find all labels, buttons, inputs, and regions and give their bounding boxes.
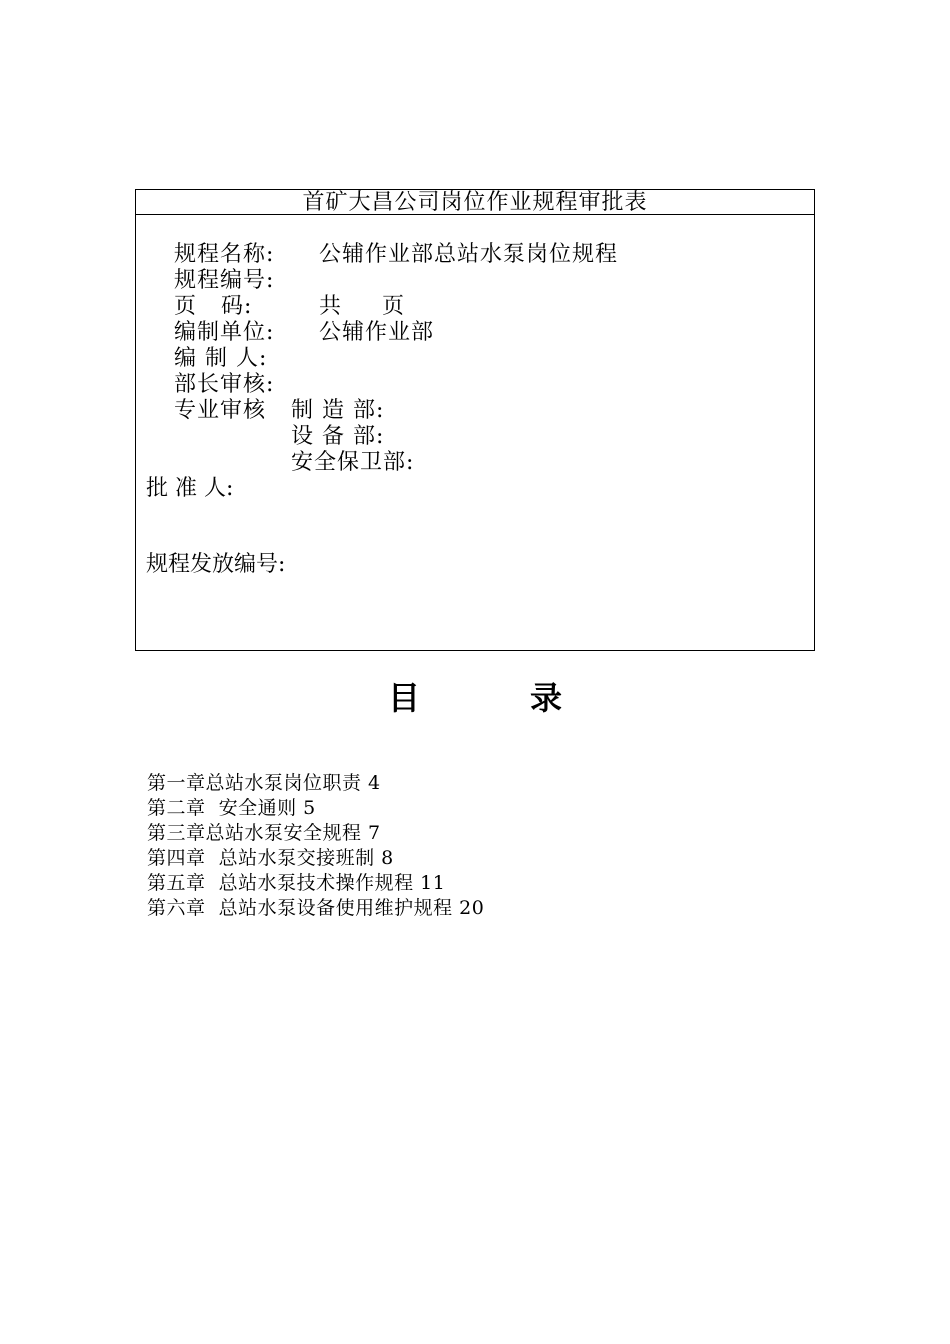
toc-list bbox=[147, 771, 484, 921]
procedure-name-label: 规程名称: bbox=[173, 242, 275, 267]
toc-item-chapter-5[interactable]: 第五章 总站水泵技术操作规程 11 bbox=[147, 872, 446, 894]
equipment-dept-label: 设 备 部: bbox=[291, 424, 385, 449]
issue-number-label: 规程发放编号: bbox=[146, 552, 286, 577]
approval-form bbox=[135, 189, 815, 651]
form-title: 首矿大昌公司岗位作业规程审批表 bbox=[136, 190, 814, 215]
page-count-label: 页 码: bbox=[173, 294, 253, 319]
minister-review-label: 部长审核: bbox=[173, 372, 275, 397]
toc-heading-right: 录 bbox=[530, 679, 563, 717]
compiling-unit-label: 编制单位: bbox=[173, 320, 275, 345]
toc-item-chapter-6[interactable]: 第六章 总站水泵设备使用维护规程 20 bbox=[147, 897, 485, 919]
toc-item-chapter-2[interactable]: 第二章 安全通则 5 bbox=[147, 797, 316, 819]
compiling-unit-value: 公辅作业部 bbox=[318, 320, 434, 345]
page-count-value: 共 页 bbox=[318, 294, 405, 319]
procedure-number-label: 规程编号: bbox=[173, 268, 275, 293]
security-dept-label: 安全保卫部: bbox=[291, 450, 415, 475]
toc-item-chapter-1[interactable]: 第一章总站水泵岗位职责 4 bbox=[147, 772, 381, 794]
toc-heading bbox=[0, 676, 950, 720]
approver-label: 批 准 人: bbox=[146, 476, 234, 501]
professional-review-label: 专业审核 bbox=[173, 398, 266, 423]
toc-heading-left: 目 bbox=[387, 679, 420, 717]
toc-item-chapter-3[interactable]: 第三章总站水泵安全规程 7 bbox=[147, 822, 381, 844]
compiler-label: 编 制 人: bbox=[173, 346, 268, 371]
procedure-name-value: 公辅作业部总站水泵岗位规程 bbox=[318, 242, 618, 267]
toc-item-chapter-4[interactable]: 第四章 总站水泵交接班制 8 bbox=[147, 847, 394, 869]
manufacturing-dept-label: 制 造 部: bbox=[291, 398, 385, 423]
